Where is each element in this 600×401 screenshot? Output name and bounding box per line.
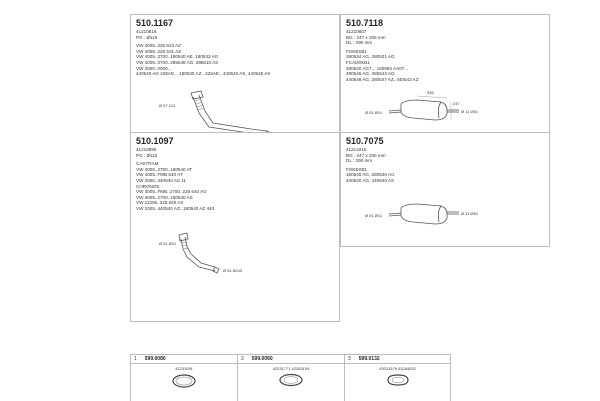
- fitment-line: 280534 AG, 280531 AG: [346, 54, 395, 60]
- fitment-line: 280546 AG, 285543 AG: [346, 71, 395, 77]
- diameter-label: Ø 57 113: [159, 103, 176, 108]
- diameter-label: Ø 51 Ø11: [159, 241, 177, 246]
- fitment-line: VW 2000..0000...: [136, 65, 172, 71]
- fitment-line: VW 4005..226 531 AZ: [136, 48, 181, 54]
- fitment-line: 440540 AG, 440540 AS: [346, 177, 395, 183]
- fitment-line: VW 4005..2700..180540 AE, 180543 AG: [136, 54, 219, 60]
- accessory-cell: [130, 355, 237, 401]
- accessory-part-number: 599.0080: [144, 356, 166, 362]
- accessory-cell: [237, 355, 344, 401]
- part-code: 41210816: [136, 29, 157, 34]
- accessory-number: 3: [348, 356, 351, 362]
- part-spec: DL : 290 mm: [346, 158, 373, 164]
- fitment-line: 440546 AG, 280547 AZ, 440543 AZ: [346, 76, 419, 82]
- accessory-part-number: 599.0132: [358, 356, 380, 362]
- part-code: 41210895: [136, 147, 157, 152]
- part-number: 510.1097: [136, 136, 174, 146]
- part-number: 510.1167: [136, 18, 174, 28]
- dimension-label: 335: [427, 90, 434, 95]
- fitment-line: VW 4005..FMB 540 AT: [136, 172, 183, 178]
- part-code: 41214215: [346, 147, 367, 152]
- muffler-drawing: [361, 188, 541, 243]
- part-spec: PG : Ø115: [136, 34, 158, 40]
- fitment-line: FCAD0XB1: [346, 59, 370, 65]
- fitment-line: FIS60XB1: [346, 48, 367, 54]
- part-card-510-7075: [340, 132, 550, 247]
- fitment-line: 280540 AG7... 180563 AA07...: [346, 65, 409, 71]
- part-card-510-1097: [130, 132, 340, 322]
- accessory-code: 43013378 43284032: [379, 366, 416, 371]
- fitment-line: VW 11005..225 640 AS: [136, 200, 184, 206]
- gasket-ring-icon: [276, 372, 306, 388]
- exhaust-pipe-drawing: [151, 221, 331, 321]
- part-code: 41210807: [346, 29, 367, 34]
- diameter-label: Ø 11 Ø51: [461, 211, 479, 216]
- dimension-label: 247: [453, 101, 460, 106]
- fitment-line: VW 4005..225 623 AZ: [136, 43, 181, 49]
- fitment-line: VW 2000..440540 AS 11: [136, 177, 186, 183]
- fitment-line: VW 2005..440540 AG..180540 AZ 440: [136, 205, 215, 211]
- part-spec: DL : 290 mm: [346, 40, 373, 46]
- accessory-number: 1: [134, 356, 137, 362]
- accessory-number: 2: [241, 356, 244, 362]
- fitment-line: 180540 AG, 280540 AG: [346, 172, 395, 178]
- fitment-line: VW 4005..2700..180540 AT: [136, 166, 193, 172]
- fitment-line: CASTRAM: [136, 161, 159, 167]
- accessory-cell: [344, 355, 451, 401]
- diameter-label: Ø 51 Ø11: [365, 110, 383, 115]
- part-spec: BG : 247 x 335 mm: [346, 152, 386, 158]
- accessory-part-number: 599.0060: [251, 356, 273, 362]
- clamp-ring-icon: [169, 372, 199, 390]
- diameter-label: Ø 51 Ø11: [365, 213, 383, 218]
- diameter-label: Ø 11 Ø51: [461, 109, 479, 114]
- accessory-code: 41231091: [175, 366, 193, 371]
- fitment-line: FIS60XB1: [346, 166, 367, 172]
- part-number: 510.7118: [346, 18, 384, 28]
- part-spec: PG : Ø115: [136, 152, 158, 158]
- part-number: 510.7075: [346, 136, 384, 146]
- fitment-line: VW 4005..FMB..2700..225 640 AG: [136, 189, 207, 195]
- fitment-line: VW 4005..0700..285648 AG, 285610 AS: [136, 59, 219, 65]
- fitment-line: 440540 AG 225AE... 180540 AZ.. 225AE.. 440540 AS, 440546 AS: [136, 71, 271, 77]
- diameter-label: Ø 51 Ø115: [223, 268, 243, 273]
- accessory-code: 42231771 42283154: [272, 366, 310, 371]
- fitment-line: VW 4005..2700..180540 AS: [136, 194, 193, 200]
- fitment-line: CHRONOS: [136, 183, 160, 189]
- muffler-drawing: [361, 80, 541, 135]
- oval-gasket-icon: [383, 372, 413, 388]
- part-spec: BG : 247 x 335 mm: [346, 34, 386, 40]
- accessory-strip: [130, 354, 451, 401]
